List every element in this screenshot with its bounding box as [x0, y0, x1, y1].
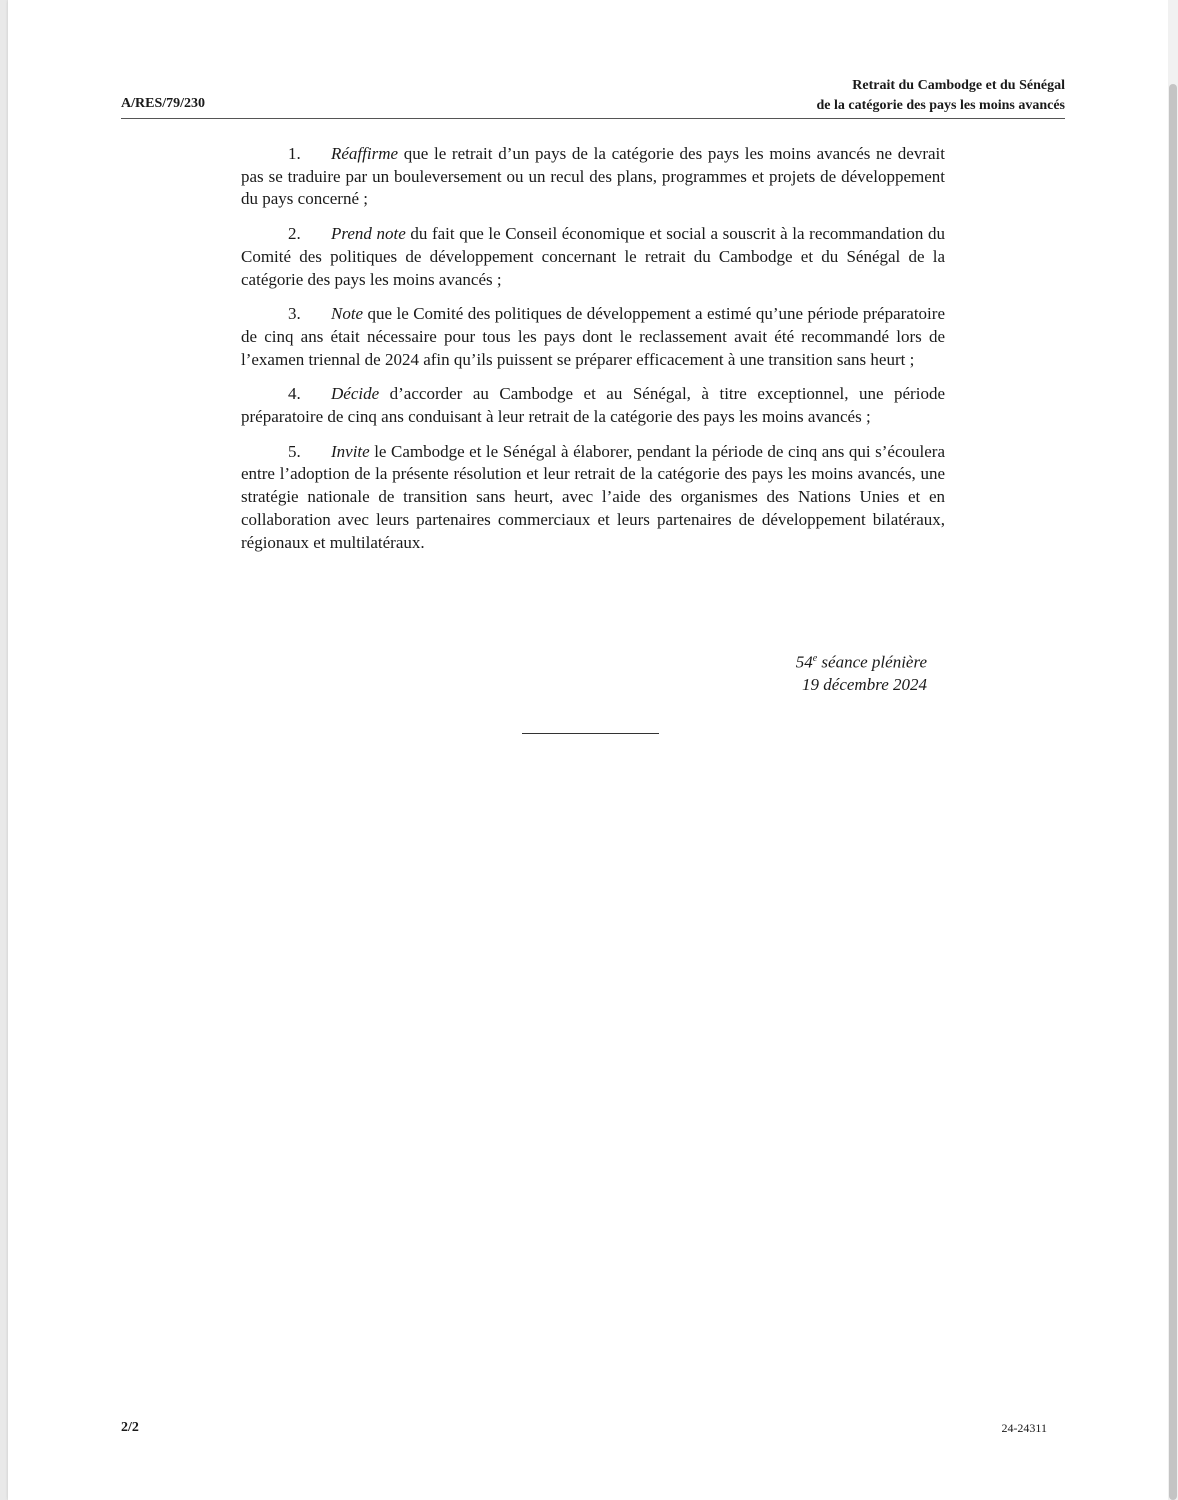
operative-paragraph-3 — [241, 303, 945, 371]
operative-paragraph-5 — [241, 441, 945, 555]
document-page — [8, 0, 1168, 1500]
paragraph-number: 4. — [288, 384, 301, 404]
paragraph-text: d’accorder au Cambodge et au Sénégal, à titre exceptionnel, une période préparatoire de cinq ans conduisant à leur retrait de la catégorie des pays les moins avancés ; — [241, 384, 945, 427]
paragraph-number: 5. — [288, 441, 301, 461]
meeting-line — [796, 648, 927, 674]
operative-paragraph-1 — [241, 143, 945, 211]
running-title-line-1: Retrait du Cambodge et du Sénégal — [852, 78, 1065, 93]
page-header — [121, 74, 1065, 119]
paragraph-text: que le retrait d’un pays de la catégorie des pays les moins avancés ne devrait pas se traduire par un bouleversement ou un recul des plans, programmes et projets de développement du pays concerné ; — [241, 144, 945, 209]
running-title-line-2: de la catégorie des pays les moins avancés — [816, 98, 1065, 113]
scrollbar-thumb[interactable] — [1169, 84, 1177, 1500]
operative-verb: Réaffirme — [331, 144, 399, 163]
page-number: 2/2 — [121, 1420, 139, 1435]
paragraph-number: 2. — [288, 224, 301, 244]
operative-paragraph-2 — [241, 223, 945, 291]
document-code: 24-24311 — [1001, 1421, 1047, 1435]
paragraph-number: 3. — [288, 304, 301, 324]
running-title — [817, 76, 1065, 116]
operative-paragraph-4 — [241, 383, 945, 428]
meeting-signature — [796, 648, 927, 697]
paragraph-text: le Cambodge et le Sénégal à élaborer, pendant la période de cinq ans qui s’écoulera entre l’adoption de la présente résolution et leur retrait de la catégorie des pays les moins avancés, une stratégie nationale de transition sans heurt, avec l’aide des organismes des Nations Unies et en collaboration avec leurs partenaires commerciaux et leurs partenaires de développement bilatéraux, régionaux et multilatéraux. — [241, 441, 945, 552]
meeting-number: 54 — [795, 652, 813, 672]
document-symbol: A/RES/79/230 — [121, 96, 206, 111]
operative-verb: Invite — [331, 441, 370, 461]
resolution-body — [241, 143, 945, 566]
meeting-label: séance plénière — [817, 652, 927, 672]
paragraph-text: du fait que le Conseil économique et social a souscrit à la recommandation du Comité des politiques de développement concernant le retrait du Cambodge et du Sénégal de la catégorie des pays les moins avancés ; — [241, 224, 945, 289]
meeting-superscript: e — [812, 653, 818, 664]
paragraph-number: 1. — [288, 144, 301, 163]
operative-verb: Note — [331, 304, 364, 324]
operative-verb: Prend note — [331, 224, 406, 244]
paragraph-text: que le Comité des politiques de développement a estimé qu’une période préparatoire de cinq ans était nécessaire pour tous les pays dont le reclassement avait été recommandé lors de l’examen triennal de 2024 afin qu’ils puissent se préparer efficacement à une transition sans heurt ; — [241, 304, 945, 369]
vertical-scrollbar[interactable] — [1168, 0, 1178, 1500]
meeting-date: 19 décembre 2024 — [802, 675, 927, 695]
end-of-document-rule — [522, 733, 659, 734]
operative-verb: Décide — [331, 384, 380, 404]
